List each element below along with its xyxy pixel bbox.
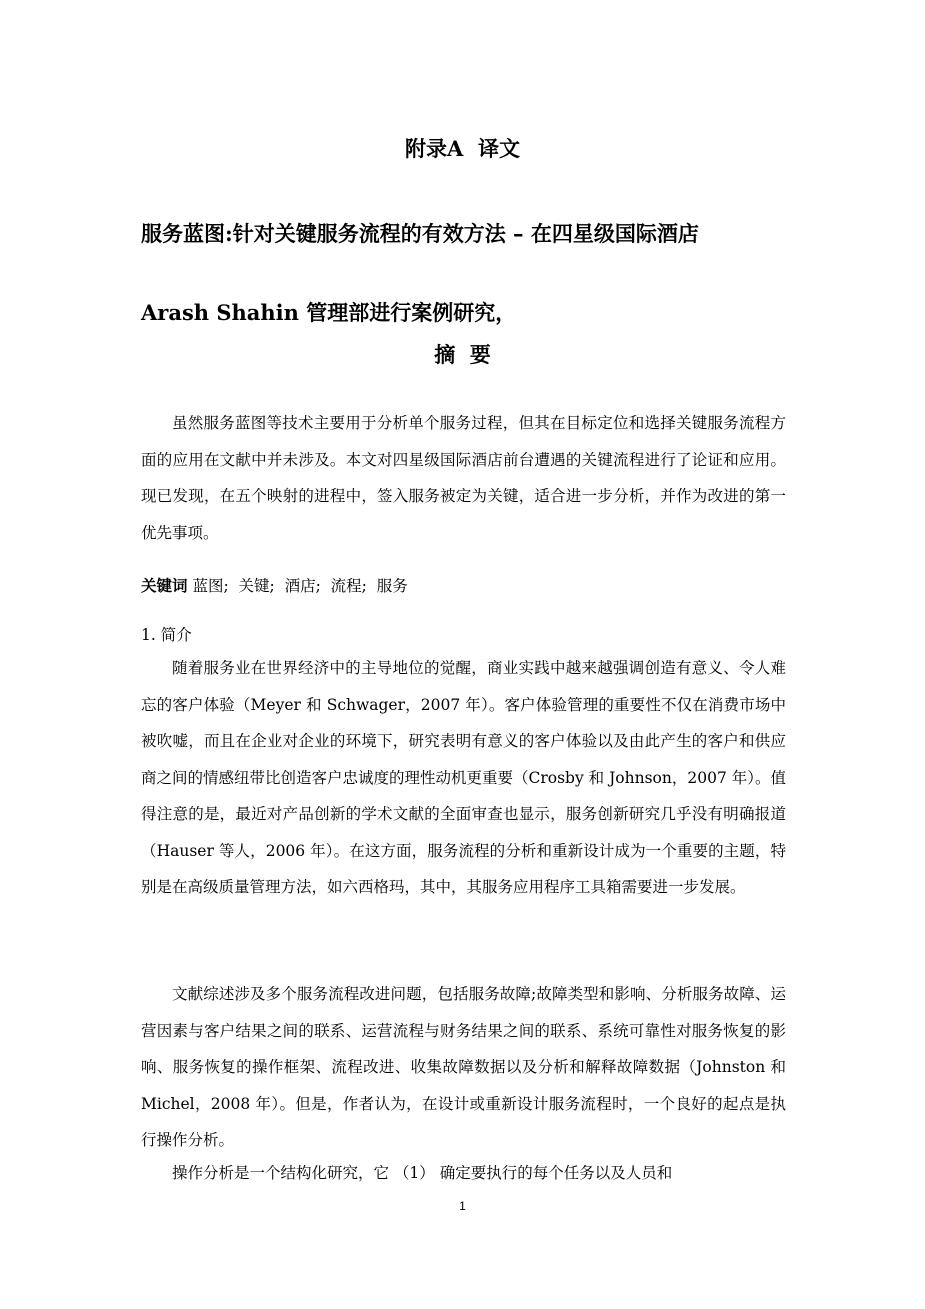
keywords-list: 蓝图; 关键; 酒店; 流程; 服务	[187, 577, 408, 595]
body-paragraph-2: 文献综述涉及多个服务流程改进问题，包括服务故障;故障类型和影响、分析服务故障、运营因素与客户结果之间的联系、运营流程与财务结果之间的联系、系统可靠性对服务恢复的影响、服务恢复的操作框架、流程改进、收集故障数据以及分析和解释故障数据（Johnston 和 Michel，2008 年）。但是，作者认为，在设计或重新设计服务流程时，一个良好的起点是执行操作分析。	[141, 985, 786, 1149]
paper-title-line-2: Arash Shahin 管理部进行案例研究，	[141, 300, 517, 325]
appendix-title: 附录A 译文	[405, 136, 520, 161]
paper-title-line-1: 服务蓝图:针对关键服务流程的有效方法 – 在四星级国际酒店	[141, 221, 699, 246]
body-paragraph-3: 操作分析是一个结构化研究，它 （1） 确定要执行的每个任务以及人员和	[172, 1164, 673, 1182]
keywords-label: 关键词	[141, 576, 188, 595]
page-number: 1	[459, 1199, 466, 1213]
section-heading-introduction: 1. 简介	[141, 626, 192, 644]
abstract-paragraph: 虽然服务蓝图等技术主要用于分析单个服务过程，但其在目标定位和选择关键服务流程方面的应用在文献中并未涉及。本文对四星级国际酒店前台遭遇的关键流程进行了论证和应用。现已发现，在五个映射的进程中，签入服务被定为关键，适合进一步分析，并作为改进的第一优先事项。	[141, 414, 786, 542]
keywords-line	[141, 568, 786, 604]
abstract-heading: 摘 要	[434, 342, 491, 367]
body-paragraph-1: 随着服务业在世界经济中的主导地位的觉醒，商业实践中越来越强调创造有意义、令人难忘的客户体验（Meyer 和 Schwager，2007 年）。客户体验管理的重要性不仅在消费市场中被吹嘘，而且在企业对企业的环境下，研究表明有意义的客户体验以及由此产生的客户和供应商之间的情感纽带比创造客户忠诚度的理性动机更重要（Crosby 和 Johnson，2007 年）。值得注意的是，最近对产品创新的学术文献的全面审查也显示，服务创新研究几乎没有明确报道（Hauser 等人，2006 年）。在这方面，服务流程的分析和重新设计成为一个重要的主题，特别是在高级质量管理方法，如六西格玛，其中，其服务应用程序工具箱需要进一步发展。	[141, 659, 786, 896]
